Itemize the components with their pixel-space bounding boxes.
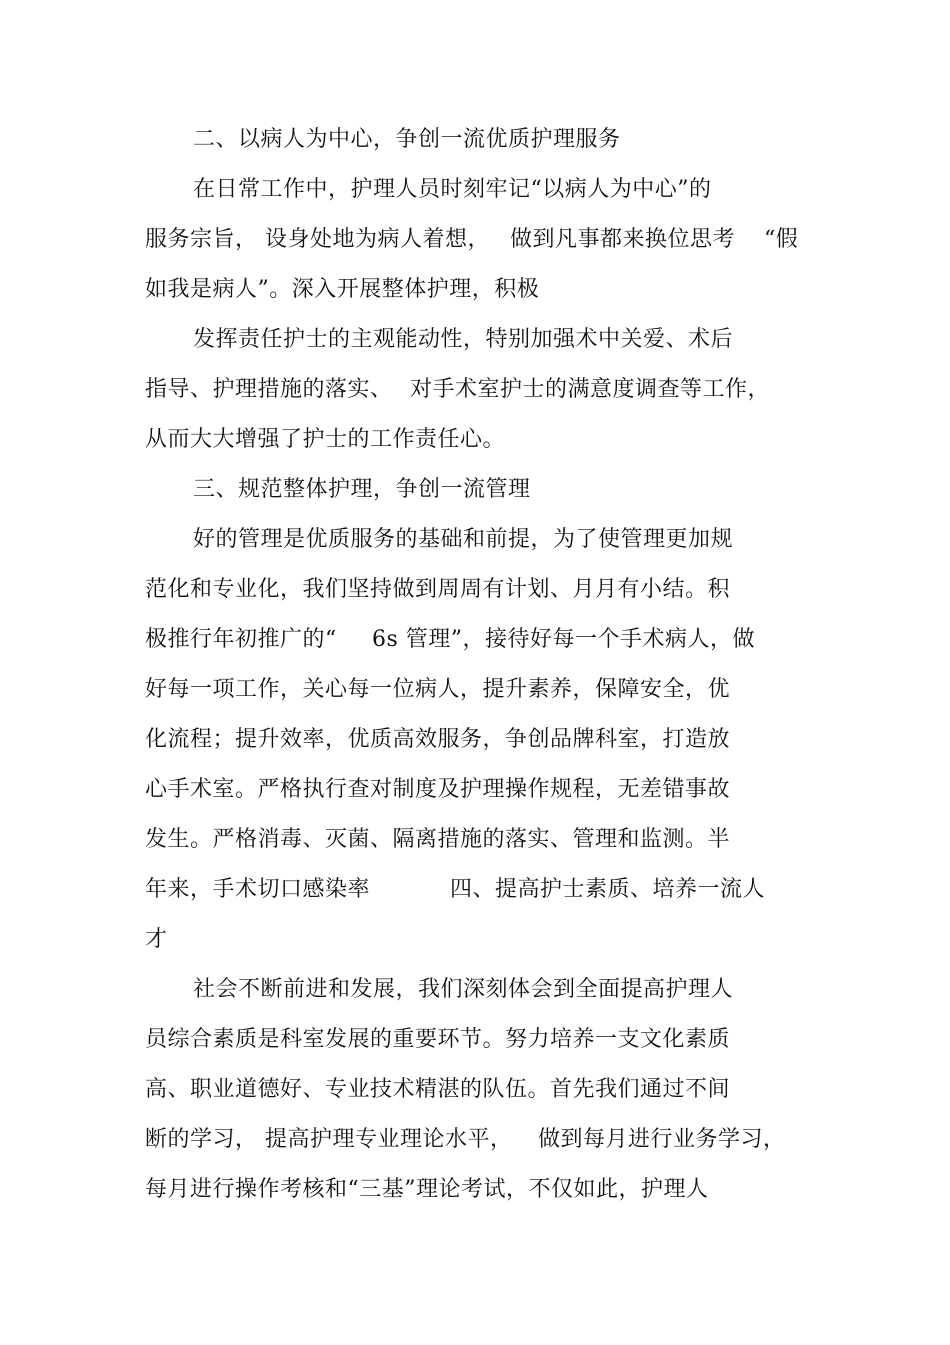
paragraph-line: 社会不断前进和发展，我们深刻体会到全面提高护理人 (193, 977, 734, 1002)
paragraph-line: 从而大大增强了护士的工作责任心。 (145, 427, 506, 452)
heading-section-2: 二、以病人为中心，争创一流优质护理服务 (193, 127, 621, 152)
paragraph-line: 对手术室护士的满意度调查等工作， (410, 377, 771, 402)
paragraph-line: 在日常工作中，护理人员时刻牢记“以病人为中心”的 (193, 177, 712, 202)
paragraph-line: “假 (764, 227, 799, 252)
paragraph-line: 做到凡事都来换位思考 (510, 227, 736, 252)
heading-section-4: 四、提高护士素质、培养一流人 (450, 877, 766, 902)
heading-section-4-cont: 才 (145, 927, 168, 952)
paragraph-line: 心手术室。严格执行查对制度及护理操作规程，无差错事故 (145, 777, 731, 802)
paragraph-line: 极推行年初推广的“ (145, 627, 337, 652)
paragraph-line: 断的学习， (145, 1127, 258, 1152)
paragraph-line: 服务宗旨， 设身处地为病人着想， (145, 227, 490, 252)
heading-section-3: 三、规范整体护理，争创一流管理 (193, 477, 531, 502)
paragraph-line: 高、职业道德好、专业技术精湛的队伍。首先我们通过不间 (145, 1077, 731, 1102)
paragraph-line: 范化和专业化，我们坚持做到周周有计划、月月有小结。积 (145, 577, 731, 602)
paragraph-line: 每月进行操作考核和“三基”理论考试，不仅如此，护理人 (145, 1177, 709, 1202)
paragraph-line: 做到每月进行业务学习， (538, 1127, 786, 1152)
paragraph-line: 发生。严格消毒、灭菌、隔离措施的落实、管理和监测。半 (145, 827, 731, 852)
paragraph-line: 化流程；提升效率，优质高效服务，争创品牌科室，打造放 (145, 727, 731, 752)
paragraph-line: 6s 管理”，接待好每一个手术病人，做 (372, 627, 756, 652)
paragraph-line: 如我是病人”。深入开展整体护理，积极 (145, 277, 540, 302)
paragraph-line: 提高护理专业理论水平， (265, 1127, 513, 1152)
paragraph-line: 员综合素质是科室发展的重要环节。努力培养一支文化素质 (145, 1027, 731, 1052)
paragraph-line: 发挥责任护士的主观能动性，特别加强术中关爱、术后 (193, 327, 734, 352)
paragraph-line: 指导、护理措施的落实、 (145, 377, 393, 402)
paragraph-line: 好每一项工作，关心每一位病人，提升素养，保障安全，优 (145, 677, 731, 702)
paragraph-line: 好的管理是优质服务的基础和前提，为了使管理更加规 (193, 527, 734, 552)
paragraph-line: 年来，手术切口感染率 (145, 877, 371, 902)
